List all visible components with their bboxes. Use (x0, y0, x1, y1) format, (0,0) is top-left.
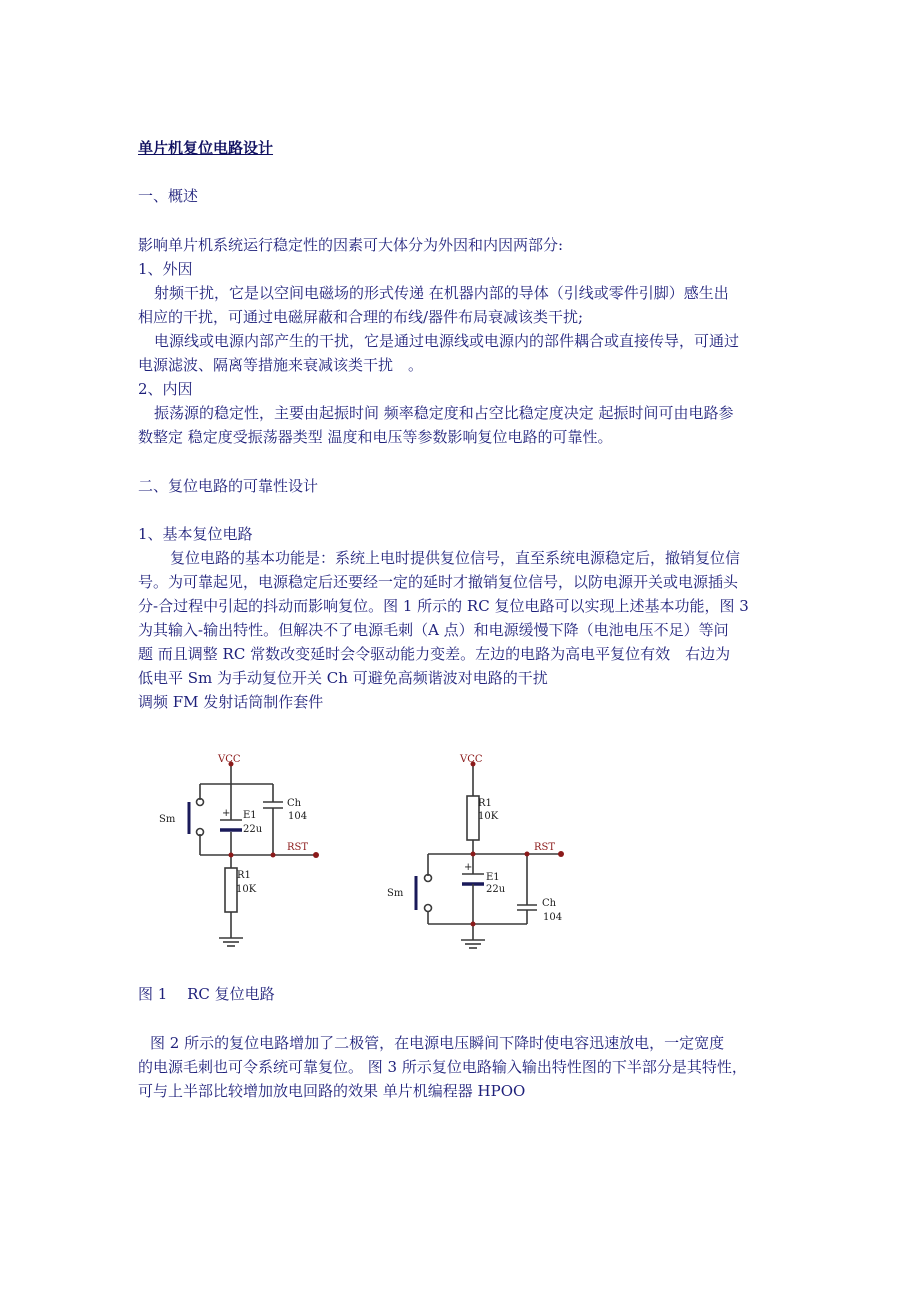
internal-para-line-2: 数整定 稳定度受振荡器类型 温度和电压等参数影响复位电路的可靠性。 (138, 428, 613, 446)
internal-para-line-1: 振荡源的稳定性，主要由起振时间 频率稳定度和占空比稳定度决定 起振时间可由电路参 (154, 404, 734, 422)
basic-para-line-2: 号。为可靠起见，电源稳定后还要经一定的延时才撤销复位信号，以防电源开关或电源插头 (138, 573, 739, 591)
section-1-heading: 一、概述 (138, 187, 199, 205)
basic-reset-heading: 1、基本复位电路 (138, 525, 253, 543)
right-rst-label: RST (534, 842, 556, 853)
circuit-right-diagram (380, 752, 590, 962)
basic-para-line-5: 题 而且调整 RC 常数改变延时会令驱动能力变差。左边的电路为高电平复位有效 右边为 (138, 645, 731, 663)
external-para-2-line-2: 电源滤波、隔离等措施来衰减该类干扰 。 (138, 356, 424, 374)
fig2-para-line-1: 图 2 所示的复位电路增加了二极管，在电源电压瞬间下降时使电容迅速放电，一定宽度 (150, 1034, 725, 1052)
section-2-heading: 二、复位电路的可靠性设计 (138, 477, 319, 495)
circuit-left-diagram (150, 752, 350, 962)
left-ch-label: Ch (287, 798, 302, 809)
fig2-para-line-3: 可与上半部比较增加放电回路的效果 单片机编程器 HPOO (138, 1082, 526, 1100)
right-e1-plus: + (464, 862, 473, 873)
basic-para-line-3: 分-合过程中引起的抖动而影响复位。图 1 所示的 RC 复位电路可以实现上述基本功能，图 3 (138, 597, 749, 615)
basic-para-line-1: 复位电路的基本功能是：系统上电时提供复位信号，直至系统电源稳定后，撤销复位信 (170, 549, 741, 567)
left-e1-plus: + (222, 808, 231, 819)
right-ch-label: Ch (542, 898, 557, 909)
basic-para-line-7: 调频 FM 发射话筒制作套件 (138, 693, 324, 711)
doc-title: 单片机复位电路设计 (138, 139, 274, 157)
external-para-2-line-1: 电源线或电源内部产生的干扰，它是通过电源线或电源内的部件耦合或直接传导，可通过 (154, 332, 740, 350)
external-heading: 1、外因 (138, 260, 193, 278)
right-ch-value: 104 (543, 912, 563, 923)
figure-caption: 图 1 RC 复位电路 (138, 985, 275, 1003)
left-sm-label: Sm (159, 814, 176, 825)
right-r1-label: R1 (478, 798, 492, 809)
basic-para-line-4: 为其输入-输出特性。但解决不了电源毛刺（A 点）和电源缓慢下降（电池电压不足）等问 (138, 621, 729, 639)
left-r1-label: R1 (237, 870, 251, 881)
fig2-para-line-2: 的电源毛刺也可令系统可靠复位。 图 3 所示复位电路输入输出特性图的下半部分是其特性， (138, 1058, 747, 1076)
left-e1-value: 22u (243, 824, 263, 835)
left-ch-value: 104 (288, 811, 308, 822)
right-e1-label: E1 (486, 872, 500, 883)
internal-heading: 2、内因 (138, 380, 193, 398)
right-sm-label: Sm (387, 888, 404, 899)
left-rst-label: RST (287, 842, 309, 853)
left-e1-label: E1 (243, 810, 257, 821)
left-r1-value: 10K (236, 884, 257, 895)
right-r1-value: 10K (478, 811, 499, 822)
right-e1-value: 22u (486, 884, 506, 895)
left-vcc-label: VCC (218, 754, 241, 765)
external-para-1-line-1: 射频干扰，它是以空间电磁场的形式传递 在机器内部的导体（引线或零件引脚）感生出 (154, 284, 729, 302)
external-para-1-line-2: 相应的干扰，可通过电磁屏蔽和合理的布线/器件布局衰减该类干扰; (138, 308, 584, 326)
right-vcc-label: VCC (460, 754, 483, 765)
basic-para-line-6: 低电平 Sm 为手动复位开关 Ch 可避免高频谐波对电路的干扰 (138, 669, 548, 687)
intro-text: 影响单片机系统运行稳定性的因素可大体分为外因和内因两部分: (138, 236, 564, 254)
